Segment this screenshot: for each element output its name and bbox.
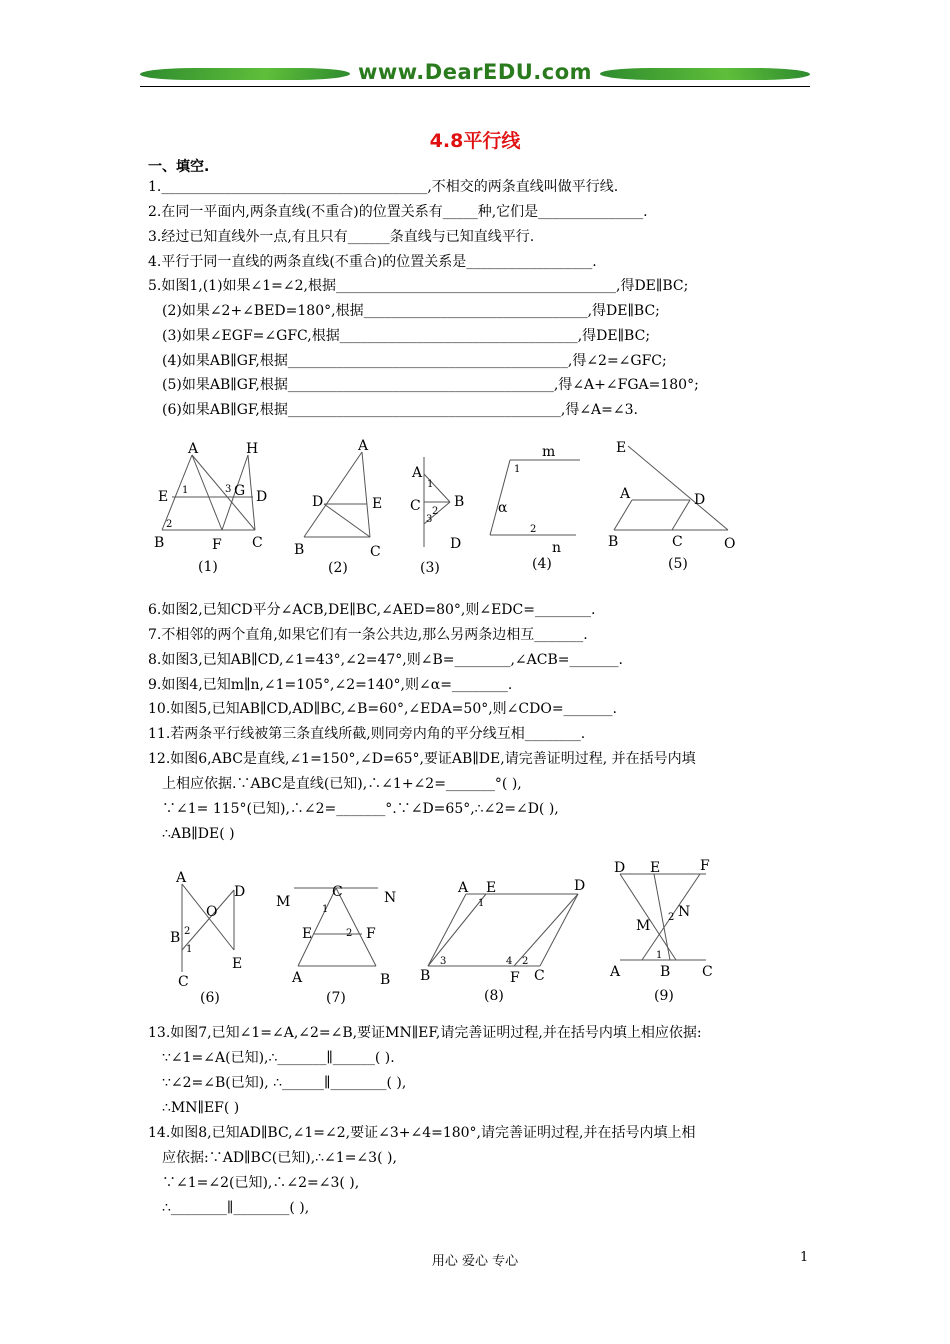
question-5-part-6: (6)如果AB∥GF,根据_______________________________________,得∠A=∠3. (162, 402, 638, 418)
page-title: 4.8平行线 (429, 130, 521, 152)
figure-8 (416, 872, 596, 1012)
fig6-label-b: B (170, 930, 181, 946)
figure-9 (606, 852, 726, 1012)
fig9-label-n: N (678, 904, 691, 920)
fig8-angle-4: 4 (506, 956, 513, 967)
fig4-label-m: m (542, 444, 556, 460)
fig1-label-g: G (234, 483, 246, 499)
fig6-caption: (6) (200, 990, 220, 1006)
question-14: 14.如图8,已知AD∥BC,∠1=∠2,要证∠3+∠4=180°,请完善证明过程,并在括号内填上相 (148, 1125, 696, 1141)
fig1-label-d: D (256, 489, 268, 505)
fig1-angle-1: 1 (182, 485, 189, 496)
fig5-label-e: E (616, 440, 627, 456)
fig1-label-c: C (252, 535, 263, 551)
section-heading: 一、填空. (148, 159, 210, 175)
fig6-angle-1: 1 (186, 944, 193, 955)
question-12-line-4: ∴AB∥DE( ) (162, 826, 235, 842)
question-2: 2.在同一平面内,两条直线(不重合)的位置关系有_____种,它们是_______________. (148, 204, 648, 220)
fig1-angle-3: 3 (225, 484, 232, 495)
fig5-label-a: A (620, 486, 631, 502)
fig9-angle-2: 2 (668, 912, 675, 923)
question-14-line-3: ∵∠1=∠2(已知),∴∠2=∠3( ), (162, 1175, 360, 1191)
fig7-angle-1: 1 (322, 904, 329, 915)
fig8-label-b: B (420, 968, 431, 984)
fig9-label-b: B (660, 964, 671, 980)
question-12-line-2: 上相应依据.∵ABC是直线(已知),∴∠1+∠2=_______°( ), (162, 776, 522, 792)
fig6-label-o: O (206, 904, 218, 920)
fig2-label-b: B (294, 542, 305, 558)
footer-motto: 用心 爱心 专心 (431, 1254, 519, 1269)
fig3-label-c: C (410, 498, 421, 514)
fig2-caption: (2) (328, 560, 348, 576)
fig6-label-c: C (178, 974, 189, 990)
question-13-line-2: ∵∠1=∠A(已知),∴_______∥______( ). (162, 1050, 395, 1066)
figure-5 (604, 436, 744, 581)
fig8-label-d: D (574, 878, 586, 894)
fig1-label-a: A (188, 441, 199, 457)
fig6-label-e: E (232, 956, 243, 972)
question-3: 3.经过已知直线外一点,有且只有______条直线与已知直线平行. (148, 229, 535, 245)
fig9-caption: (9) (654, 988, 674, 1004)
figure-6 (166, 862, 256, 1012)
fig9-label-d: D (614, 860, 626, 876)
fig6-label-d: D (234, 884, 246, 900)
question-6: 6.如图2,已知CD平分∠ACB,DE∥BC,∠AED=80°,则∠EDC=________. (148, 602, 596, 618)
question-13: 13.如图7,已知∠1=∠A,∠2=∠B,要证MN∥EF,请完善证明过程,并在括号内填上相应依据: (148, 1025, 702, 1041)
fig5-caption: (5) (668, 556, 688, 572)
question-11: 11.若两条平行线被第三条直线所截,则同旁内角的平分线互相________. (148, 726, 586, 742)
fig2-label-e: E (372, 496, 383, 512)
fig7-angle-2: 2 (346, 928, 353, 939)
fig8-label-c: C (534, 968, 545, 984)
fig7-label-m: M (276, 894, 291, 910)
site-url: www.DearEDU.com (357, 60, 593, 84)
fig1-label-f: F (212, 537, 222, 553)
fig3-angle-3: 3 (426, 514, 433, 525)
fig4-angle-1: 1 (514, 464, 521, 475)
question-7: 7.不相邻的两个直角,如果它们有一条公共边,那么另两条边相互_______. (148, 627, 588, 643)
fig4-label-n: n (552, 540, 562, 556)
fig9-label-a: A (610, 964, 621, 980)
fig3-caption: (3) (420, 560, 440, 576)
fig1-angle-2: 2 (166, 519, 173, 530)
question-5-part-4: (4)如果AB∥GF,根据________________________________________,得∠2=∠GFC; (162, 353, 667, 369)
question-14-line-4: ∴________∥________( ), (162, 1200, 310, 1216)
fig9-label-c: C (702, 964, 713, 980)
fig3-label-d: D (450, 536, 462, 552)
question-13-line-3: ∵∠2=∠B(已知), ∴______∥________( ), (162, 1075, 407, 1091)
page-number: 1 (800, 1250, 809, 1265)
figure-1 (150, 435, 270, 585)
fig2-label-a: A (358, 438, 369, 454)
fig1-label-e: E (158, 489, 169, 505)
fig7-label-b: B (380, 972, 391, 988)
fig3-angle-1: 1 (427, 479, 434, 490)
fig9-label-m: M (636, 918, 651, 934)
fig7-label-c: C (332, 884, 343, 900)
fig4-caption: (4) (532, 556, 552, 572)
question-14-line-2: 应依据:∵AD∥BC(已知),∴∠1=∠3( ), (162, 1150, 397, 1166)
fig4-label-alpha: α (498, 500, 508, 516)
question-12-line-3: ∵∠1= 115°(已知),∴∠2=_______°.∵∠D=65°,∴∠2=∠D( ), (162, 801, 559, 817)
question-5-part-3: (3)如果∠EGF=∠GFC,根据__________________________________,得DE∥BC; (162, 328, 651, 344)
question-10: 10.如图5,已知AB∥CD,AD∥BC,∠B=60°,∠EDA=50°,则∠CDO=_______. (148, 701, 618, 717)
fig8-angle-1: 1 (478, 898, 485, 909)
fig2-label-c: C (370, 544, 381, 560)
fig8-angle-2: 2 (522, 956, 529, 967)
fig6-angle-2: 2 (184, 926, 191, 937)
fig8-label-a: A (458, 880, 469, 896)
fig1-caption: (1) (198, 559, 218, 575)
question-5-part-2: (2)如果∠2+∠BED=180°,根据________________________________,得DE∥BC; (162, 303, 660, 319)
question-8: 8.如图3,已知AB∥CD,∠1=43°,∠2=47°,则∠B=________,∠ACB=_______. (148, 652, 623, 668)
fig7-caption: (7) (326, 990, 346, 1006)
question-5: 5.如图1,(1)如果∠1=∠2,根据________________________________________,得DE∥BC; (148, 278, 689, 294)
fig7-label-a: A (292, 970, 303, 986)
site-banner (140, 56, 810, 96)
figure-3 (402, 452, 482, 582)
fig7-label-f: F (366, 926, 376, 942)
fig8-label-f: F (510, 970, 520, 986)
question-5-part-5: (5)如果AB∥GF,根据______________________________________,得∠A+∠FGA=180°; (162, 377, 699, 393)
question-9: 9.如图4,已知m∥n,∠1=105°,∠2=140°,则∠α=________. (148, 677, 513, 693)
fig1-label-b: B (154, 535, 165, 551)
question-13-line-4: ∴MN∥EF( ) (162, 1100, 240, 1116)
fig7-label-e: E (302, 926, 313, 942)
fig5-label-b: B (608, 534, 619, 550)
fig9-label-f: F (700, 858, 710, 874)
fig8-caption: (8) (484, 988, 504, 1004)
fig3-label-a: A (412, 465, 423, 481)
fig3-angle-2: 2 (432, 506, 439, 517)
question-12: 12.如图6,ABC是直线,∠1=150°,∠D=65°,要证AB∥DE,请完善证明过程, 并在括号内填 (148, 751, 696, 767)
fig8-label-e: E (486, 880, 497, 896)
figure-4 (486, 440, 586, 580)
fig5-label-c: C (672, 534, 683, 550)
figure-2 (290, 432, 400, 582)
fig5-label-d: D (694, 492, 706, 508)
question-4: 4.平行于同一直线的两条直线(不重合)的位置关系是__________________. (148, 254, 597, 270)
fig5-label-o: O (724, 536, 736, 552)
fig1-label-h: H (246, 441, 259, 457)
question-1: 1.______________________________________,不相交的两条直线叫做平行线. (148, 179, 619, 195)
fig3-label-b: B (454, 494, 465, 510)
banner-rule (140, 86, 810, 87)
fig7-label-n: N (384, 890, 397, 906)
fig2-label-d: D (312, 494, 324, 510)
figure-7 (270, 880, 400, 1010)
fig6-label-a: A (176, 870, 187, 886)
fig8-angle-3: 3 (440, 956, 447, 967)
fig4-angle-2: 2 (530, 524, 537, 535)
fig9-angle-1: 1 (656, 950, 663, 961)
fig9-label-e: E (650, 860, 661, 876)
